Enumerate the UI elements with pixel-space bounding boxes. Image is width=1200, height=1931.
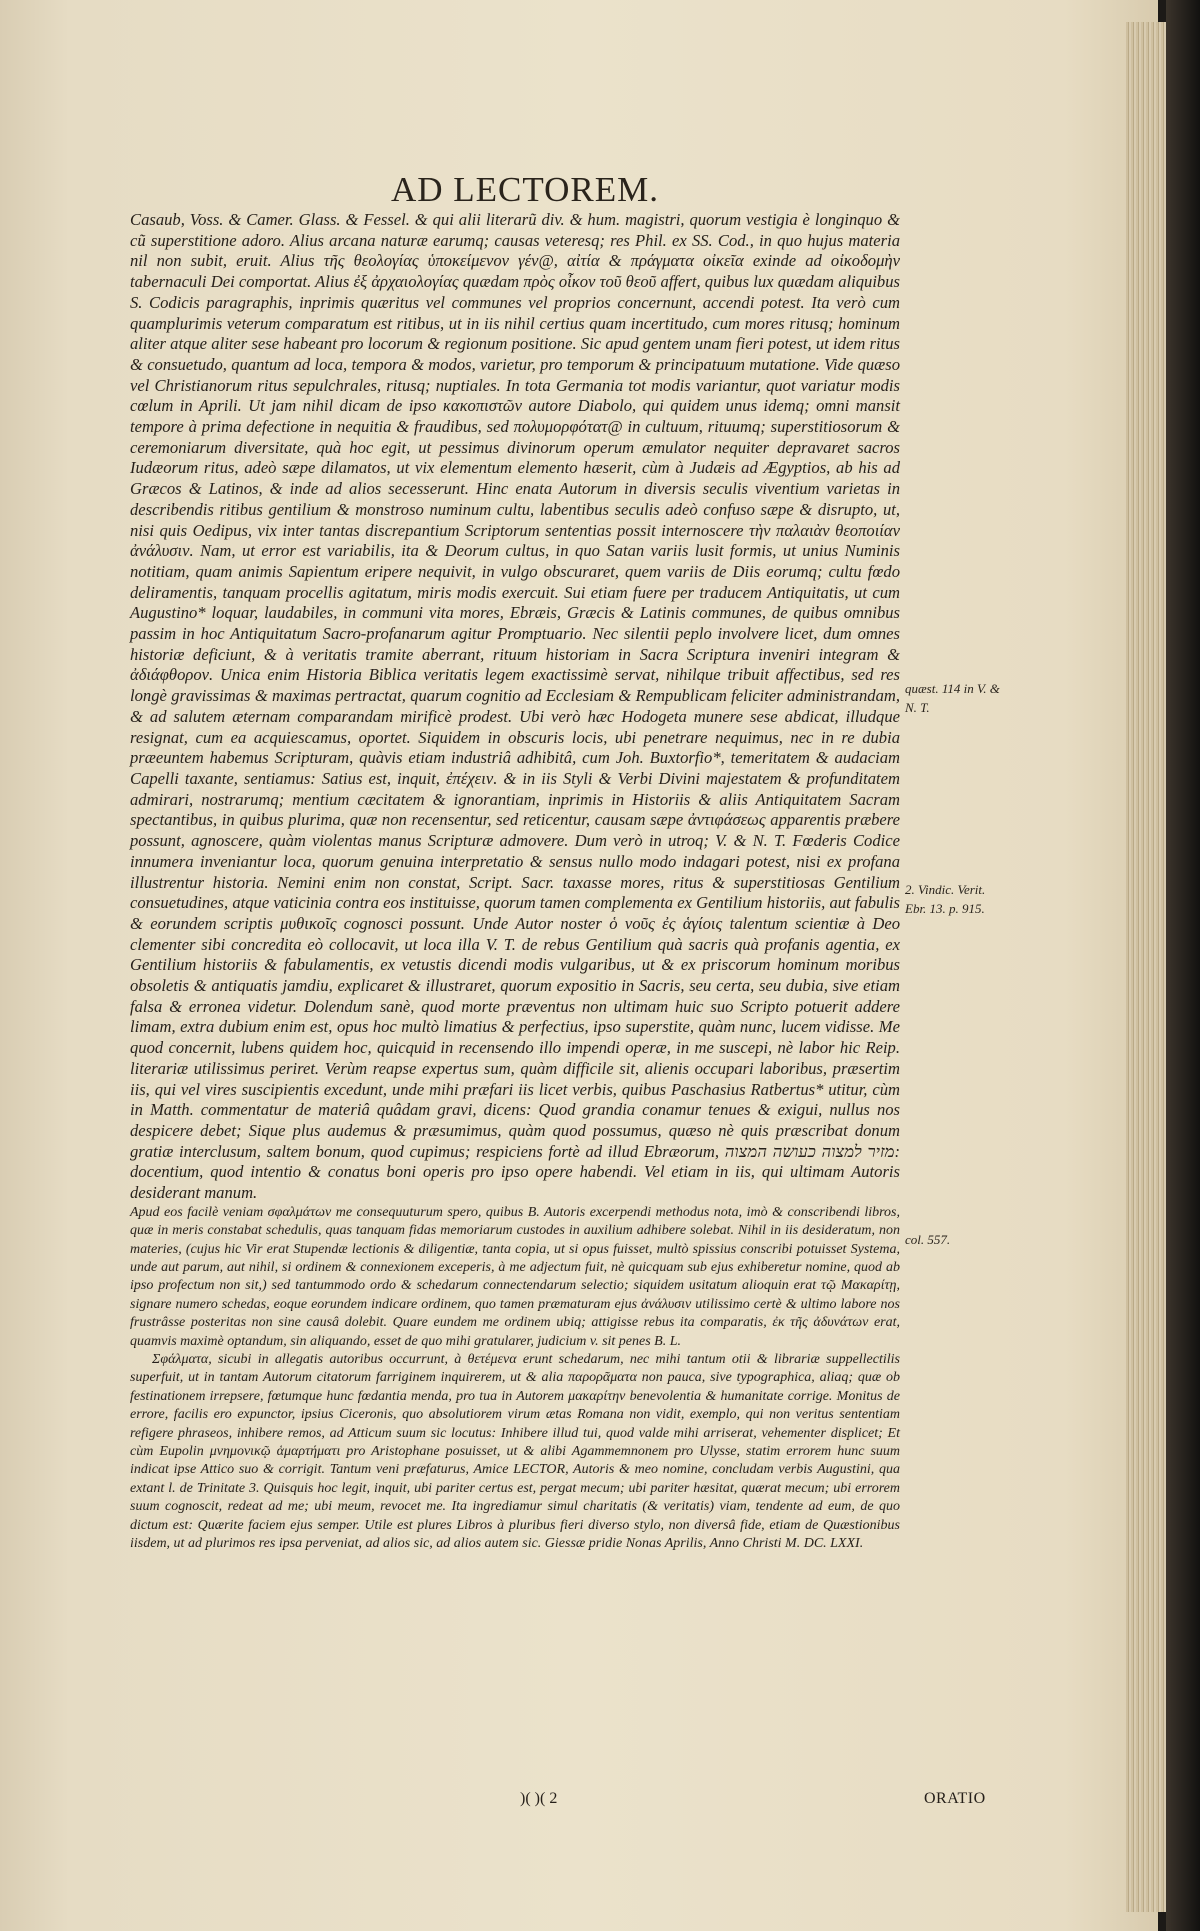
margin-note-1: quæst. 114 in V. & N. T. <box>905 681 1000 715</box>
running-head: AD LECTOREM. <box>390 170 660 209</box>
book-cover-shadow <box>1166 0 1200 1931</box>
body-text <box>130 210 900 1553</box>
catchword: ORATIO <box>924 1790 986 1807</box>
margin-note-2: 2. Vindic. Verit. Ebr. 13. p. 915. <box>905 882 986 916</box>
paragraph-3: Σφάλματα, sicubi in allegatis autoribus occurrunt, à θετέμενα erunt schedarum, nec mihi tantum otii & librariæ suppellectilis superfuit, ut in tantam Autorum citatorum farriginem inquirerem, ut & alia παρορᾶματα non pauca, sive typographica, aliaq; quæ ob festinationem irrepsere, fœtumque hunc fœdantia menda, pro tua in Autorem μακαρίτην benevolentia & humanitate corrige. Monitus de errore, facilis ero expunctor, ipsius Ciceronis, quo absolutiorem virum ætas Romana non vidit, exemplo, qui non veritus sententiam refigere phraseos, inhibere remos, ad Atticum suum sic locutus: Inhibere illud tui, quod valde mihi arriserat, vehementer displicet; Et cùm Eupolin μνημονικῷ ἁμαρτήματι pro Aristophane posuisset, ut & alibi Agammemnonem pro Ulysse, statim errorem hunc suum indicat ipse Attico suo & corrigit. Tantum veni præfaturus, Amice LECTOR, Autoris & meo nomine, concludam verbis Augustini, qua extant l. de Trinitate 3. Quisquis hoc legit, inquit, ubi pariter certus est, pergat mecum; ubi pariter hæsitat, quærat mecum; ubi errorem suum cognoscit, redeat ad me; ubi meum, revocet me. Ita ingrediamur simul charitatis (& veritatis) viam, tendente ad eum, de quo dictum est: Quærite faciem ejus semper. Utile est plures Libros à pluribus fieri diverso stylo, non diversâ fide, etiam de Quæstionibus iisdem, ut ad plurimos res ipsa perveniat, ad alios sic, ad alios autem sic. Giessæ pridie Nonas Aprilis, Anno Christi M. DC. LXXI. <box>130 1352 900 1552</box>
paragraph-1: Casaub, Voss. & Camer. Glass. & Fessel. & qui alii literarũ div. & hum. magistri, quorum vestigia è longinquo & cũ superstitione adoro. Alius arcana naturæ earumq; causas veteresq; res Phil. ex SS. Cod., in quo hujus materia nil non subit, eruit. Alius τῆς θεολογίας ὑποκείμενον γέν@, αἰτία & πράγματα οἰκεῖα exinde ad οἰκοδομὴν tabernaculi Dei comportat. Alius ἐξ ἀρχαιολογίας quædam πρὸς οἶκον τοῦ θεοῦ affert, quibus lux quædam aliquibus S. Codicis paragraphis, inprimis quæritus vel communes vel proprios concernunt, accendi potest. Ita verò cum quamplurimis veterum comparatum est ritibus, ut in iis nihil certius quam incertitudo, cum mores ritusq; hominum aliter atque aliter sese habeant pro locorum & regionum positione. Sic apud gentem unam fieri potest, ut idem ritus & consuetudo, quantum ad loca, tempora & modos, varietur, pro temporum & principatuum mutatione. Vide quæso vel Christianorum ritus sepulchrales, ritusq; nuptiales. In tota Germania tot modis variantur, quot variatur modis cœlum in Aprili. Ut jam nihil dicam de ipso κακοπιστῶν autore Diabolo, qui quidem unus idemq; omni mansit tempore à prima defectione in nequitia & fraudibus, sed πολυμορφότατ@ in cultuum, rituumq; superstitiosorum & ceremoniarum diversitate, quà hoc egit, ut pessimus divinorum operum æmulator nequiter depravaret sacros Iudæorum ritus, adeò sæpe dilamatos, ut vix elementum elemento hæserit, cùm à Judæis ad Ægyptios, ab his ad Græcos & Latinos, & inde ad alios secesserunt. Hinc enata Autorum in diversis seculis viventium varietas in describendis ritibus gentilium & monstroso numinum cultu, labentibus seculis adeò confuso sæpe & disrupto, ut, nisi quis Oedipus, vix inter tantas discrepantium Scriptorum sententias possit internoscere τὴν παλαιὰν θεοποιίαν ἀνάλυσιν. Nam, ut error est variabilis, ita & Deorum cultus, in quo Satan variis lusit formis, ut unius Numinis notitiam, quam animis Sapientum eripere nequivit, in vulgo obscuraret, quem variis de Diis eorumq; cultu fœdo deliramentis, tanquam procellis agitatum, miris modis exercuit. Sui etiam fuere per traducem Antiquitatis, ut cum Augustino* loquar, laudabiles, in communi vita mores, Ebræis, Græcis & Latinis communes, de quibus omnibus passim in hoc Antiquitatum Sacro-profanarum agitur Promptuario. Nec silentii peplo involvere licet, dum omnes historiæ deficiunt, & à veritatis tramite aberrant, rituum historiam in Sacra Scriptura inveniri integram & ἀδιάφθορον. Unica enim Historia Biblica veritatis legem exactissimè servat, nihilque tribuit affectibus, sed res longè gravissimas & maximas pertractat, quarum cognitio ad Ecclesiam & Rempublicam feliciter administrandam, & ad salutem æternam comparandam mirificè prodest. Ubi verò hæc Hodogeta munere sese abdicat, illudque resignat, cum ea acquiescamus, oportet. Siquidem in obscuris locis, ubi penetrare nequimus, nec in re dubia præeuntem habemus Scripturam, quàvis etiam industriâ adhibitâ, cum Joh. Buxtorfio*, temeritatem & audaciam Capelli taxante, sentiamus: Satius est, inquit, ἐπέχειν. & in iis Styli & Verbi Divini majestatem & profunditatem admirari, nostrarumq; mentium cæcitatem & ignorantiam, inprimis in Historiis & aliis Antiquitatem Sacram spectantibus, in quibus plurima, quæ non recensentur, sed reticentur, causam sæpe ἀντιφάσεως apparentis præbere possunt, agnoscere, quàm violentas manus Scripturæ admovere. Dum verò in utroq; V. & N. T. Fœderis Codice innumera inveniantur loca, quorum genuina interpretatio & sensus nullo modo indagari potest, nisi ex profana illustrentur historia. Nemini enim non constat, Script. Sacr. taxasse mores, ritus & superstitiosas Gentilium consuetudines, atque vaticinia contra eos instituisse, quorum tamen complementa ex Gentilium historiis, aut fabulis & eorundem scriptis μυθικοῖς cognosci possunt. Unde Autor noster ὁ νοῦς ἐς ἁγίοις talentum scientiæ à Deo clementer sibi concredita eò collocavit, ut loca illa V. T. de rebus Gentilium quà sacris quà profanis agentia, ex Gentilium historiis & fabulamentis, ex vetustis dicendi modis vulgaribus, ut & ex priscorum hominum moribus obsoletis & antiquatis jamdiu, explicaret & illustraret, quorum expositio in Sacris, seu certa, seu dubia, sive etiam falsa & erronea videtur. Dolendum sanè, quod morte præventus non ultimam huic suo Scripto potuerit addere limam, extra dubium enim est, opus hoc multò limatius & perfectius, ipso superstite, quàm nunc, lucem vidisse. Me quod concernit, lubens quidem hoc, quicquid in recensendo illo impendi operæ, in me suscepi, nè labor hic Reip. literariæ utilissimus periret. Verùm reapse expertus sum, quàm difficile sit, alienis occupari laboribus, præsertim iis, qui vel vires suscipientis excedunt, unde mihi præfari iis licet verbis, quibus Paschasius Ratbertus* utitur, cùm in Matth. commentatur de materiâ quâdam gravi, dicens: Quod grandia conamur tenues & exigui, nullus nos despicere debet; Sique plus audemus & præsumimus, quàm quod possumus, quæso nè quis præscribat donum gratiæ interclusum, saltem bonum, quod cupimus; respiciens fortè ad illud Ebræorum, מזיר למצוה כעושה המצוה: docentium, quod intentio & conatus boni operis pro ipso opere habendi. Vel etiam in iis, qui ultimam Autoris desiderant manum. <box>130 210 900 1203</box>
signature-mark: )( )( 2 <box>520 1790 558 1807</box>
page-edges <box>1126 22 1168 1912</box>
paragraph-2: Apud eos facilè veniam σφαλμάτων me consequuturum spero, quibus B. Autoris excerpendi methodus nota, imò & conscribendi libros, quæ in meris constabat schedulis, quas tanquam fidas memoriarum custodes in auxilium adhibere solebat. Nihil in iis desideratum, non materies, (cujus hic Vir erat Stupendæ lectionis & diligentiæ, tanta copia, ut si opus fuisset, multò spissius conscribi potuisset Systema, unde aut parum, aut nihil, si ordinem & connexionem exceperis, à me adjectum fuit, nè quicquam sub ejus exhiberetur nomine, quod ab ipso profectum non sit,) sed tantummodo ordo & schedarum connectendarum selectio; siquidem usitatum alioquin erat τῷ Μακαρίτῃ, signare numero schedas, eoque eorundem indicare ordinem, quo tamen præmaturam ejus ἀνάλυσιν utilissimo certè & ultimo labore nos frustrâsse posteritas non sine causâ dolebit. Quare eundem me ordinem ubiq; attigisse rebus ita comparatis, ἐκ τῆς ἀδυνάτων erat, quamvis maximè optandum, sin aliquando, esset de quo mihi gratularer, judicium v. sit penes B. L. <box>130 1204 900 1349</box>
margin-note-3: col. 557. <box>905 1232 951 1247</box>
